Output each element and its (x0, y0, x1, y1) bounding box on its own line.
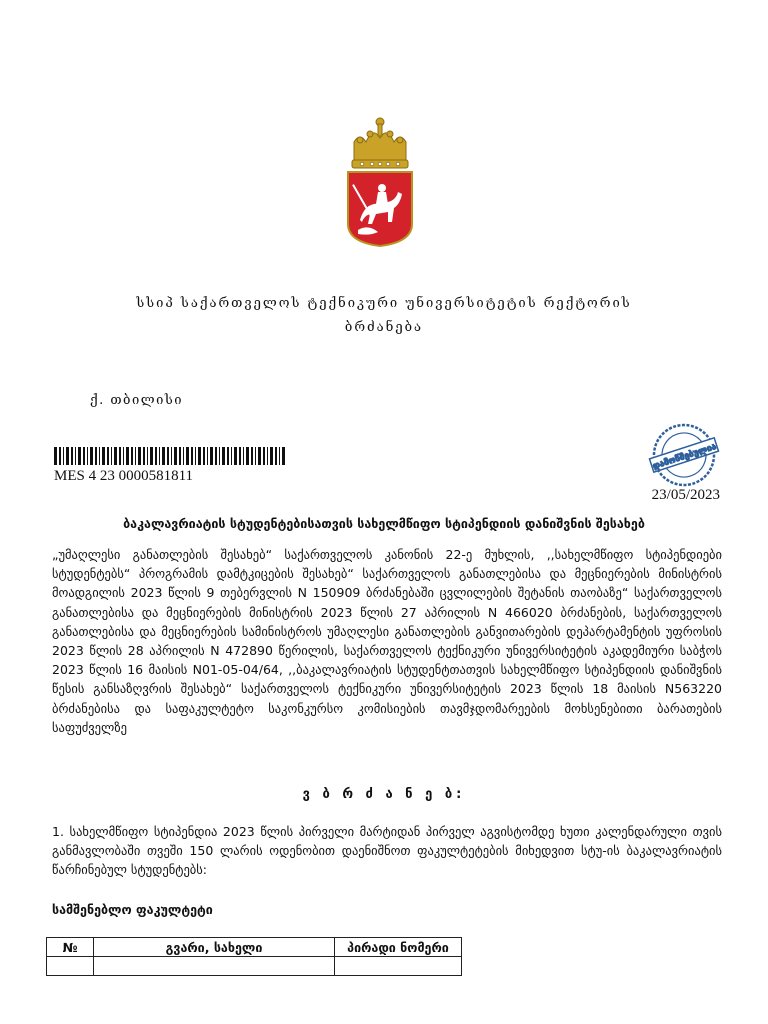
faculty-heading: სამშენებლო ფაკულტეტი (52, 902, 213, 917)
document-date: 23/05/2023 (651, 487, 720, 503)
barcode-icon (54, 447, 286, 465)
document-subject: ბაკალავრიატის სტუდენტებისათვის სახელმწიფო სტიპენდიის დანიშვნის შესახებ (123, 516, 645, 531)
column-name-header: გვარი, სახელი (94, 938, 335, 957)
document-type: ბრძანება (344, 320, 424, 335)
item-1-paragraph: 1. სახელმწიფო სტიპენდია 2023 წლის პირველი მარტიდან პირველ აგვისტომდე ხუთი კალენდარული თვის განმავლობაში თვეში 150 ლარის ოდენობით დაენიშნოთ ფაკულტეტების მიხედვით სტუ-ის ბაკალავრიატის წარჩინებულ სტუდენტებს: (52, 824, 722, 878)
coat-of-arms-icon (340, 112, 420, 248)
table-cell (335, 957, 462, 976)
table-cell (47, 957, 94, 976)
preamble-paragraph: „უმაღლესი განათლების შესახებ“ საქართველოს კანონის 22-ე მუხლის, ,,სახელმწიფო სტიპენდიები სტუდენტებს“ პროგრამის დამტკიცების შესახებ“ საქართველოს განათლებისა და მეცნიერების მინისტრის მოადგილის 2023 წლის 9 თებერვლის N 150909 ბრძანებაში ცვლილების შეტანის თაობაზე“ საქართველოს განათლებისა და მეცნიერების მინისტრის 2023 წლის 27 აპრილის N 466020 ბრძანების, საქართველოს განათლებისა და მეცნიერების სამინისტროს უმაღლესი განათლების განვითარების დეპარტამენტის უფროსის 2023 წლის 28 აპრილის N 472890 წერილის, საქართველოს ტექნიკური უნივერსიტეტის აკადემიური საბჭოს 2023 წლის 16 მაისის N01-05-04/64, ,,ბაკალავრიატის სტუდენტთათვის სახელმწიფო სტიპენდიის დანიშვნის წესის განსაზღვრის შესახებ“ საქართველოს ტექნიკური უნივერსიტეტის 2023 წლის 18 მაისის N563220 ბრძანებისა და საფაკულტეტო საკონკურსო კომისიების თავმჯდომარეების მოხსენებითი ბარათების საფუძველზე (52, 547, 722, 735)
table-cell (94, 957, 335, 976)
city-label: ქ. თბილისი (90, 393, 184, 408)
decree-heading: ვ ბ რ ძ ა ნ ე ბ: (302, 787, 466, 802)
issuer-title: სსიპ საქართველოს ტექნიკური უნივერსიტეტის რექტორის (136, 296, 632, 311)
registration-number: MES 4 23 0000581811 (54, 468, 194, 484)
certified-stamp-icon (644, 422, 724, 488)
table-header-row (47, 938, 462, 957)
column-id-header: პირადი ნომერი (335, 938, 462, 957)
table-row (47, 957, 462, 976)
stamp-text: დამოწმებულია (651, 441, 718, 472)
students-table (46, 937, 462, 976)
column-number-header: № (47, 938, 94, 957)
